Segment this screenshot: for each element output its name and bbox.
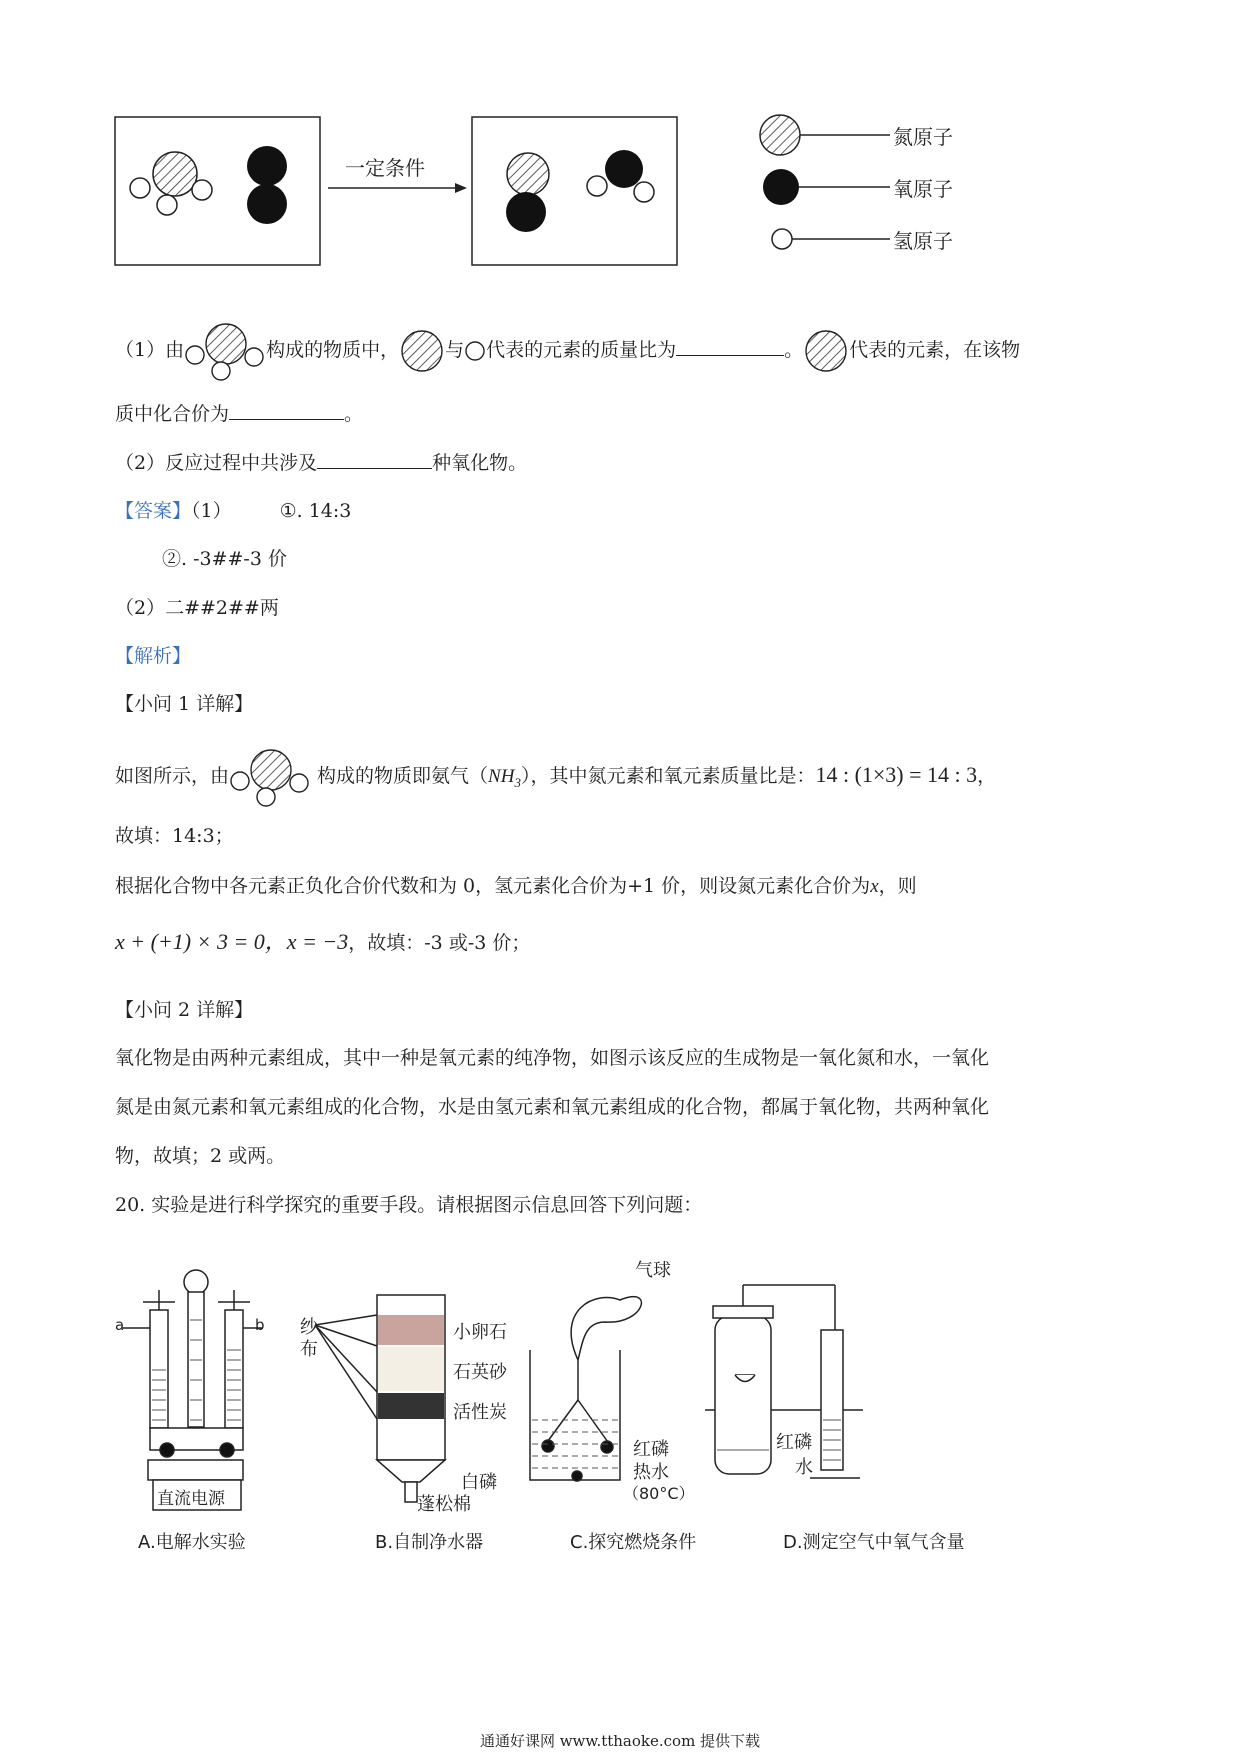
reaction-diagram (110, 112, 1150, 272)
gauze-label-2: 布 (300, 1339, 318, 1360)
legend-label-oxygen: 氧原子 (893, 177, 953, 201)
analysis-2-line-2: 氮是由氮元素和氧元素组成的化合物，水是由氢元素和氧元素组成的化合物，都属于氧化物，共两种氧化 (115, 1096, 990, 1118)
ammonia-molecule-icon (184, 320, 266, 382)
analysis-tag: 【解析】 (115, 645, 192, 667)
nitrogen-atom-icon (803, 328, 849, 374)
subquestion-2-title: 【小问 2 详解】 (115, 999, 254, 1021)
analysis-1-equation: x + (+1) × 3 = 0，x = −3，故填：-3 或-3 价； (115, 929, 531, 954)
cotton-label: 蓬松棉 (417, 1494, 471, 1515)
water-label-d: 水 (795, 1457, 813, 1478)
layer-pebble-label: 小卵石 (453, 1322, 507, 1343)
subquestion-1-title: 【小问 1 详解】 (115, 693, 254, 715)
red-phosphorus-label: 红磷 (633, 1439, 669, 1460)
question-20: 20. 实验是进行科学探究的重要手段。请根据图示信息回答下列问题： (115, 1194, 703, 1216)
nitric-oxide-molecule-icon (506, 153, 549, 232)
temperature-label: （80°C） (623, 1484, 695, 1503)
answer-tag: 【答案】 (115, 500, 192, 522)
analysis-1-rule: 根据化合物中各元素正负化合价代数和为 0，氢元素化合价为+1 价，则设氮元素化合价为x，则 (115, 875, 917, 897)
layer-carbon-label: 活性炭 (453, 1402, 507, 1423)
nitrogen-atom-icon (399, 328, 445, 374)
combustion-apparatus-icon (530, 1297, 641, 1481)
question-2: （2）反应过程中共涉及 种氧化物。 (115, 452, 528, 474)
ammonia-molecule-icon (229, 746, 311, 808)
electrode-label-b: b (255, 1316, 265, 1334)
legend-hydrogen (772, 229, 890, 249)
legend-label-hydrogen: 氢原子 (893, 229, 953, 253)
gauze-label-1: 纱 (300, 1317, 318, 1338)
analysis-2-line-1: 氧化物是由两种元素组成，其中一种是氧元素的纯净物，如图示该反应的生成物是一氧化氮和水，一氧化 (115, 1047, 990, 1069)
answer-blank-ratio[interactable] (676, 337, 784, 356)
balloon-label: 气球 (635, 1260, 671, 1281)
answer-item-2: ②. -3##-3 价 (162, 548, 287, 570)
red-phosphorus-label-d: 红磷 (776, 1432, 812, 1453)
answer-blank-valence[interactable] (229, 401, 344, 420)
question-1-line-2: 质中化合价为 。 (115, 403, 364, 425)
water-molecule-icon (587, 150, 654, 202)
power-supply-label: 直流电源 (157, 1489, 225, 1509)
electrolysis-apparatus-icon (123, 1270, 263, 1510)
caption-b: B.自制净水器 (375, 1532, 484, 1553)
caption-d: D.测定空气中氧气含量 (783, 1532, 965, 1553)
legend-nitrogen (760, 115, 890, 155)
reaction-figure (110, 112, 1150, 272)
white-phosphorus-label: 白磷 (461, 1472, 497, 1493)
combustion-water-lines (532, 1420, 618, 1468)
electrode-label-a: a (115, 1316, 125, 1334)
mass-ratio-expression: 14 : (1×3) = 14 : 3 (815, 762, 978, 787)
experiment-diagrams (115, 1250, 995, 1570)
answer-block: 【答案】（1） ①. 14:3 (115, 500, 352, 522)
hot-water-label: 热水 (633, 1462, 669, 1483)
page-footer: 通通好课网 www.tthaoke.com 提供下载 (479, 1732, 761, 1750)
analysis-1-fill: 故填：14:3； (115, 825, 234, 847)
caption-c: C.探究燃烧条件 (570, 1532, 697, 1553)
legend-oxygen (763, 169, 890, 205)
analysis-1-line: 如图所示，由 构成的物质即氨气$(NH_3)$，其中氮元素和氧元素质量比是：14 : (1×3) = 14 : 3， (115, 746, 996, 808)
layer-quartz-label: 石英砂 (453, 1362, 507, 1383)
hydrogen-atom-icon (464, 340, 486, 362)
ammonia-molecule-icon (130, 152, 212, 215)
answer-part-2: （2）二##2##两 (115, 597, 279, 619)
analysis-2-line-3: 物，故填；2 或两。 (115, 1145, 286, 1167)
water-purifier-icon (315, 1295, 445, 1502)
legend-label-nitrogen: 氮原子 (893, 125, 953, 149)
experiment-figures (115, 1250, 995, 1570)
answer-item-1: ①. 14:3 (279, 500, 352, 522)
caption-a: A.电解水实验 (138, 1532, 246, 1553)
oxygen-molecule-icon (247, 146, 287, 224)
question-1-line-1: （1）由 构成的物质中， 与 代表的元素的质量比为 。 代表的元素，在该物 (115, 320, 1020, 382)
arrow-label: 一定条件 (345, 156, 425, 180)
answer-blank-oxide-count[interactable] (317, 450, 432, 469)
